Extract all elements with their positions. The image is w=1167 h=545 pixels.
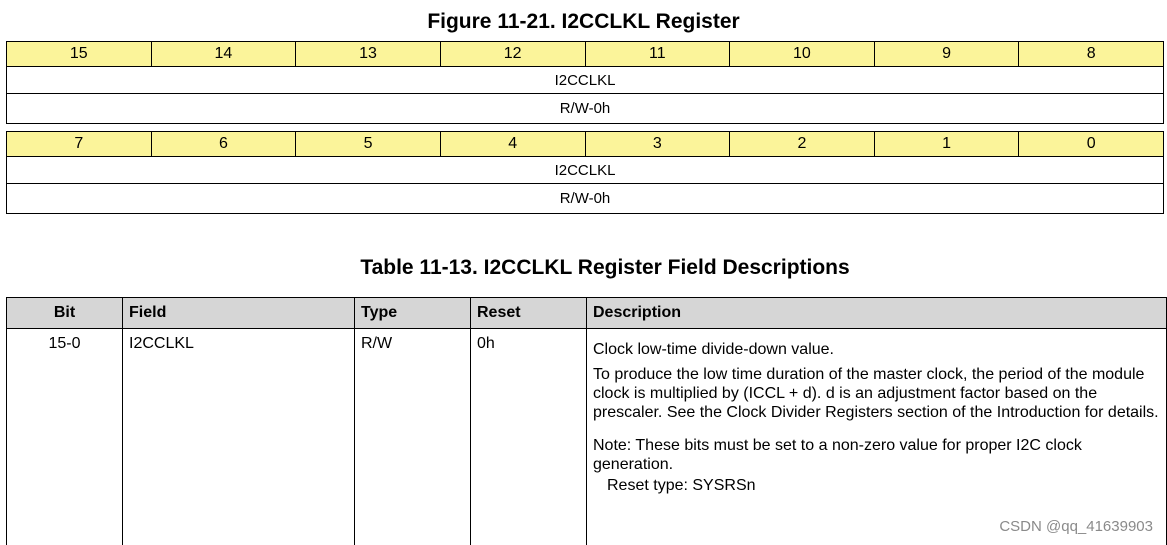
access-reset: R/W-0h — [7, 94, 1164, 124]
bit-number: 4 — [440, 132, 585, 157]
field-name-row — [7, 67, 1164, 94]
bit-number: 3 — [585, 132, 730, 157]
description-reset-type: Reset type: SYSRSn — [607, 477, 756, 494]
bit-number: 11 — [585, 42, 730, 67]
bit-number: 6 — [151, 132, 296, 157]
bit-number-row — [7, 42, 1164, 67]
field-description-table — [6, 297, 1167, 545]
bit-number: 13 — [296, 42, 441, 67]
bit-number: 12 — [440, 42, 585, 67]
field-name: I2CCLKL — [7, 157, 1164, 184]
access-row — [7, 184, 1164, 214]
register-diagram-lower — [6, 131, 1164, 214]
access-reset: R/W-0h — [7, 184, 1164, 214]
figure-title: Figure 11-21. I2CCLKL Register — [427, 10, 740, 33]
description-detail: To produce the low time duration of the master clock, the period of the module clock is multiplied by (ICCL + d). d is an adjustment factor based on the prescaler. See the Clock Divider Registers section of the Introduction for details. — [593, 366, 1159, 421]
cell-description — [587, 329, 1167, 545]
description-summary: Clock low-time divide-down value. — [593, 341, 834, 358]
cell-field: I2CCLKL — [123, 329, 355, 545]
bit-number: 7 — [7, 132, 152, 157]
table-header-row — [7, 298, 1167, 329]
field-name: I2CCLKL — [7, 67, 1164, 94]
field-name-row — [7, 157, 1164, 184]
bit-number-row — [7, 132, 1164, 157]
description-note: Note: These bits must be set to a non-zero value for proper I2C clock generation. — [593, 437, 1082, 473]
register-diagram-upper — [6, 41, 1164, 124]
bit-number: 14 — [151, 42, 296, 67]
table-title: Table 11-13. I2CCLKL Register Field Descriptions — [360, 256, 850, 279]
header-bit: Bit — [7, 298, 123, 329]
table-row — [7, 329, 1167, 545]
header-reset: Reset — [471, 298, 587, 329]
header-field: Field — [123, 298, 355, 329]
cell-reset: 0h — [471, 329, 587, 545]
bit-number: 15 — [7, 42, 152, 67]
bit-number: 5 — [296, 132, 441, 157]
cell-type: R/W — [355, 329, 471, 545]
bit-number: 10 — [730, 42, 875, 67]
cell-bit: 15-0 — [7, 329, 123, 545]
header-description: Description — [587, 298, 1167, 329]
bit-number: 0 — [1019, 132, 1164, 157]
watermark: CSDN @qq_41639903 — [999, 518, 1153, 535]
access-row — [7, 94, 1164, 124]
bit-number: 1 — [874, 132, 1019, 157]
bit-number: 9 — [874, 42, 1019, 67]
bit-number: 8 — [1019, 42, 1164, 67]
bit-number: 2 — [730, 132, 875, 157]
header-type: Type — [355, 298, 471, 329]
